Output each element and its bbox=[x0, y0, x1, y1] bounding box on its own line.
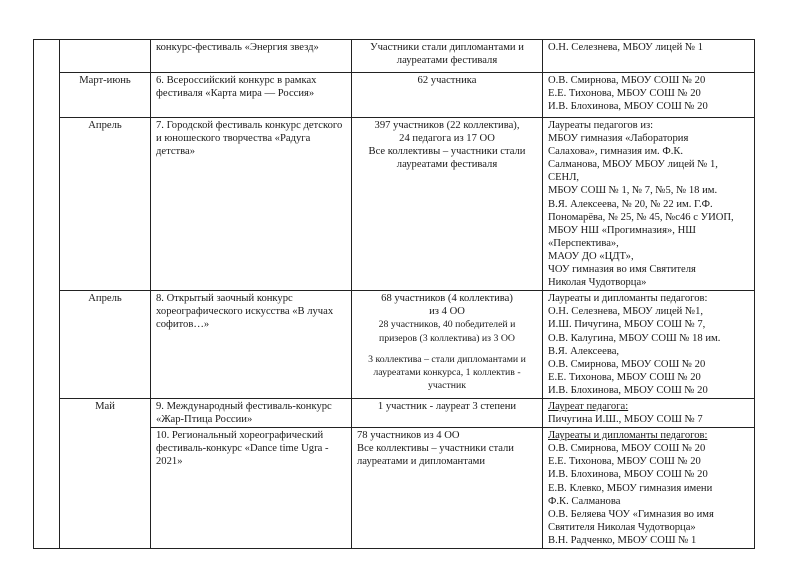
event-cell: 6. Всероссийский конкурс в рамках фестиваля «Карта мира — Россия» bbox=[151, 73, 352, 118]
teacher-line: Пономарёва, № 25, № 45, №с46 с УИОП, bbox=[548, 211, 734, 223]
teacher-line: О.В. Смирнова, МБОУ СОШ № 20 bbox=[548, 75, 706, 86]
result-cell bbox=[352, 73, 543, 118]
events-table bbox=[33, 39, 755, 549]
teacher-line: СЕНЛ, bbox=[548, 172, 580, 184]
event-cell: 10. Региональный хореографический фестиваль-конкурс «Dance time Ugra - 2021» bbox=[151, 428, 352, 549]
teacher-line: Салманова, МБОУ МБОУ лицей № 1, bbox=[548, 159, 718, 171]
result-line: призеров (3 коллектива) из 3 ОО bbox=[378, 332, 515, 344]
teachers-cell bbox=[543, 291, 755, 399]
result-line: 28 участников, 40 победителей и bbox=[378, 319, 516, 331]
date-cell: Март-июнь bbox=[60, 73, 151, 118]
teacher-line: И.В. Блохинова, МБОУ СОШ № 20 bbox=[548, 384, 708, 396]
teacher-line: Е.Е. Тихонова, МБОУ СОШ № 20 bbox=[548, 88, 701, 100]
teacher-line: О.Н. Селезнева, МБОУ лицей №1, bbox=[548, 306, 704, 318]
event-cell: 8. Открытый заочный конкурс хореографического искусства «В лучах софитов…» bbox=[151, 291, 352, 399]
table-row bbox=[34, 118, 755, 291]
result-line: 397 участников (22 коллектива), bbox=[374, 120, 520, 131]
date-cell: Апрель bbox=[60, 291, 151, 399]
result-line: лауреатами и дипломантами bbox=[357, 456, 486, 468]
result-cell bbox=[352, 291, 543, 399]
teacher-line: Лауреаты и дипломанты педагогов: bbox=[548, 293, 708, 305]
result-line: лауреатами фестиваля bbox=[396, 55, 498, 67]
teacher-line: В.Я. Алексеева, bbox=[548, 345, 620, 357]
table-row bbox=[34, 291, 755, 399]
teachers-cell bbox=[543, 118, 755, 291]
teacher-line: Е.В. Клевко, МБОУ гимназия имени bbox=[548, 482, 713, 494]
teachers-heading: Лауреат педагога: bbox=[548, 400, 629, 412]
date-cell: Май bbox=[60, 398, 151, 548]
teacher-line: Лауреаты педагогов из: bbox=[548, 120, 654, 131]
result-line: из 4 ОО bbox=[429, 306, 465, 318]
teacher-line: Ф.К. Салманова bbox=[548, 495, 621, 507]
teachers-cell bbox=[543, 428, 755, 549]
teacher-line: МАОУ ДО «ЦДТ», bbox=[548, 250, 634, 262]
teacher-line: «Перспектива», bbox=[548, 237, 619, 249]
result-line: 1 участник - лауреат 3 степени bbox=[377, 400, 517, 412]
teacher-line: И.Ш. Пичугина, МБОУ СОШ № 7, bbox=[548, 319, 706, 331]
result-cell bbox=[352, 428, 543, 549]
teacher-line: МБОУ СОШ № 1, № 7, №5, № 18 им. bbox=[548, 185, 718, 197]
teacher-line: О.В. Смирнова, МБОУ СОШ № 20 bbox=[548, 443, 706, 455]
teachers-heading: Лауреаты и дипломанты педагогов: bbox=[548, 430, 708, 442]
teachers-cell bbox=[543, 398, 755, 427]
teachers-cell bbox=[543, 73, 755, 118]
table-row bbox=[34, 73, 755, 118]
date-cell: Апрель bbox=[60, 118, 151, 291]
result-line: 68 участников (4 коллектива) bbox=[381, 293, 513, 305]
result-cell bbox=[352, 398, 543, 427]
teacher-line: О.В. Калугина, МБОУ СОШ № 18 им. bbox=[548, 332, 721, 344]
date-cell bbox=[60, 40, 151, 73]
teacher-line: Николая Чудотворца» bbox=[548, 277, 647, 289]
event-cell: 9. Международный фестиваль-конкурс «Жар-Птица России» bbox=[151, 398, 352, 427]
table-row bbox=[34, 40, 755, 73]
result-line: участник bbox=[427, 379, 467, 391]
number-column-cell bbox=[34, 40, 60, 549]
table-row bbox=[34, 398, 755, 427]
teacher-line: О.В. Смирнова, МБОУ СОШ № 20 bbox=[548, 358, 706, 370]
result-line: 62 участника bbox=[417, 75, 477, 86]
result-line: 24 педагога из 17 ОО bbox=[399, 133, 495, 145]
result-line: Все коллективы – участники стали bbox=[357, 443, 514, 455]
event-cell: конкурс-фестиваль «Энергия звезд» bbox=[151, 40, 352, 73]
teacher-line: В.Н. Радченко, МБОУ СОШ № 1 bbox=[548, 534, 697, 546]
result-cell bbox=[352, 40, 543, 73]
result-cell bbox=[352, 118, 543, 291]
result-line: 78 участников из 4 ОО bbox=[357, 430, 460, 442]
result-line: лауреатами фестиваля bbox=[396, 159, 498, 171]
teachers-cell bbox=[543, 40, 755, 73]
teacher-line: В.Я. Алексеева, № 20, № 22 им. Г.Ф. bbox=[548, 198, 713, 210]
teacher-line: Пичугина И.Ш., МБОУ СОШ № 7 bbox=[548, 414, 703, 426]
event-cell: 7. Городской фестиваль конкурс детского и юношеского творчества «Радуга детства» bbox=[151, 118, 352, 291]
result-line: лауреатами конкурса, 1 коллектив - bbox=[373, 366, 521, 378]
spacer bbox=[357, 345, 537, 353]
teacher-line: Святителя Николая Чудотворца» bbox=[548, 521, 696, 533]
result-line: Все коллективы – участники стали bbox=[368, 146, 526, 158]
teacher-line: МБОУ НШ «Прогимназия», НШ bbox=[548, 224, 696, 236]
teacher-line: И.В. Блохинова, МБОУ СОШ № 20 bbox=[548, 101, 708, 113]
teacher-line: Салахова», гимназия им. Ф.К. bbox=[548, 146, 684, 158]
result-line: Участники стали дипломантами и bbox=[370, 42, 524, 53]
teacher-line: МБОУ гимназия «Лаборатория bbox=[548, 133, 689, 145]
teacher-line: Е.Е. Тихонова, МБОУ СОШ № 20 bbox=[548, 456, 701, 468]
teacher-line: О.В. Беляева ЧОУ «Гимназия во имя bbox=[548, 508, 714, 520]
result-line: 3 коллектива – стали дипломантами и bbox=[368, 353, 526, 365]
teacher-line: ЧОУ гимназия во имя Святителя bbox=[548, 264, 696, 276]
teacher-line: Е.Е. Тихонова, МБОУ СОШ № 20 bbox=[548, 371, 701, 383]
teacher-line: О.Н. Селезнева, МБОУ лицей № 1 bbox=[548, 42, 704, 53]
teacher-line: И.В. Блохинова, МБОУ СОШ № 20 bbox=[548, 469, 708, 481]
